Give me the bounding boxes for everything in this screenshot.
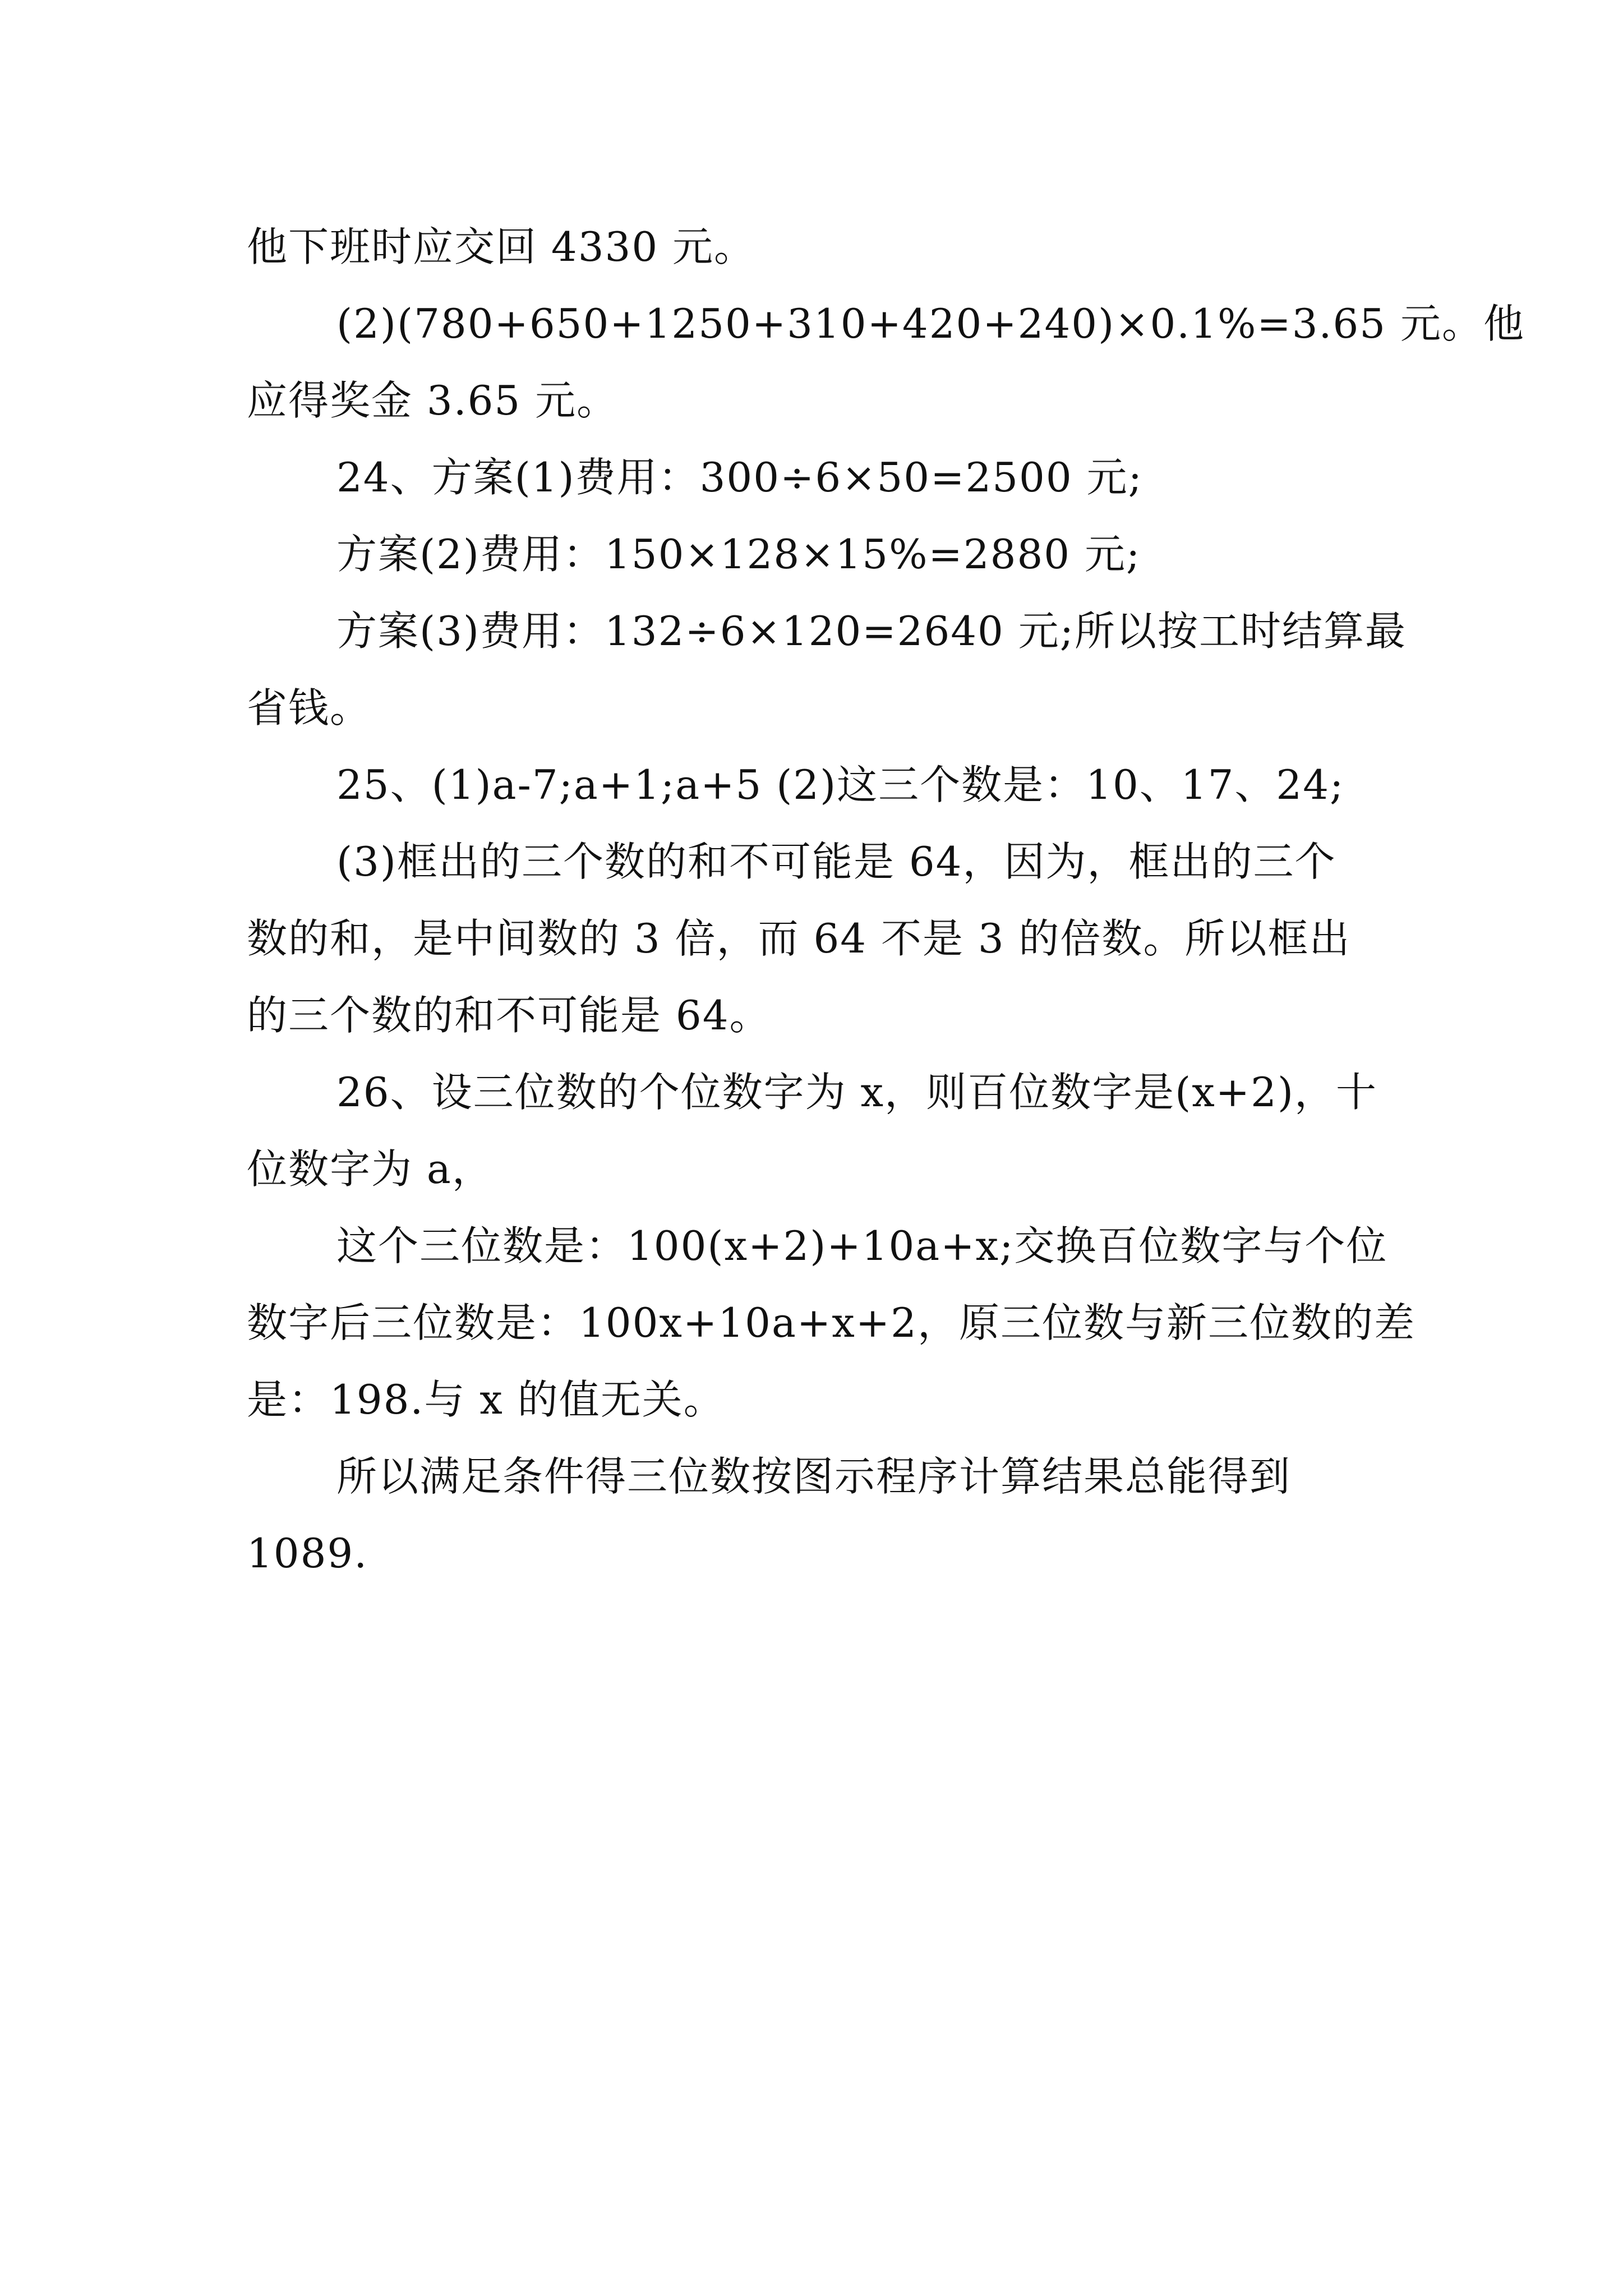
text-line: 数字后三位数是：100x+10a+x+2，原三位数与新三位数的差 [247, 1299, 1415, 1346]
text-line: 方案(3)费用：132÷6×120=2640 元;所以按工时结算最 [336, 608, 1407, 655]
text-line: 的三个数的和不可能是 64。 [247, 992, 771, 1039]
text-line: 方案(2)费用：150×128×15%=2880 元; [336, 531, 1141, 578]
text-line: 24、方案(1)费用：300÷6×50=2500 元; [336, 454, 1143, 501]
text-line: 数的和，是中间数的 3 倍，而 64 不是 3 的倍数。所以框出 [247, 915, 1351, 962]
text-line: 1089. [247, 1530, 368, 1577]
text-line: 这个三位数是：100(x+2)+10a+x;交换百位数字与个位 [336, 1222, 1388, 1269]
text-line: (2)(780+650+1250+310+420+240)×0.1%=3.65 元。他 [336, 300, 1525, 347]
text-line: 25、(1)a-7;a+1;a+5 (2)这三个数是：10、17、24; [336, 761, 1345, 808]
text-line: 26、设三位数的个位数字为 x，则百位数字是(x+2)，十 [336, 1069, 1378, 1116]
text-line: 他下班时应交回 4330 元。 [247, 223, 756, 270]
text-line: 应得奖金 3.65 元。 [247, 377, 619, 424]
text-line: 位数字为 a， [247, 1145, 494, 1193]
text-line: 省钱。 [247, 684, 372, 731]
text-line: (3)框出的三个数的和不可能是 64，因为，框出的三个 [336, 838, 1336, 885]
text-line: 是：198.与 x 的值无关。 [247, 1376, 725, 1423]
text-line: 所以满足条件得三位数按图示程序计算结果总能得到 [336, 1453, 1292, 1500]
